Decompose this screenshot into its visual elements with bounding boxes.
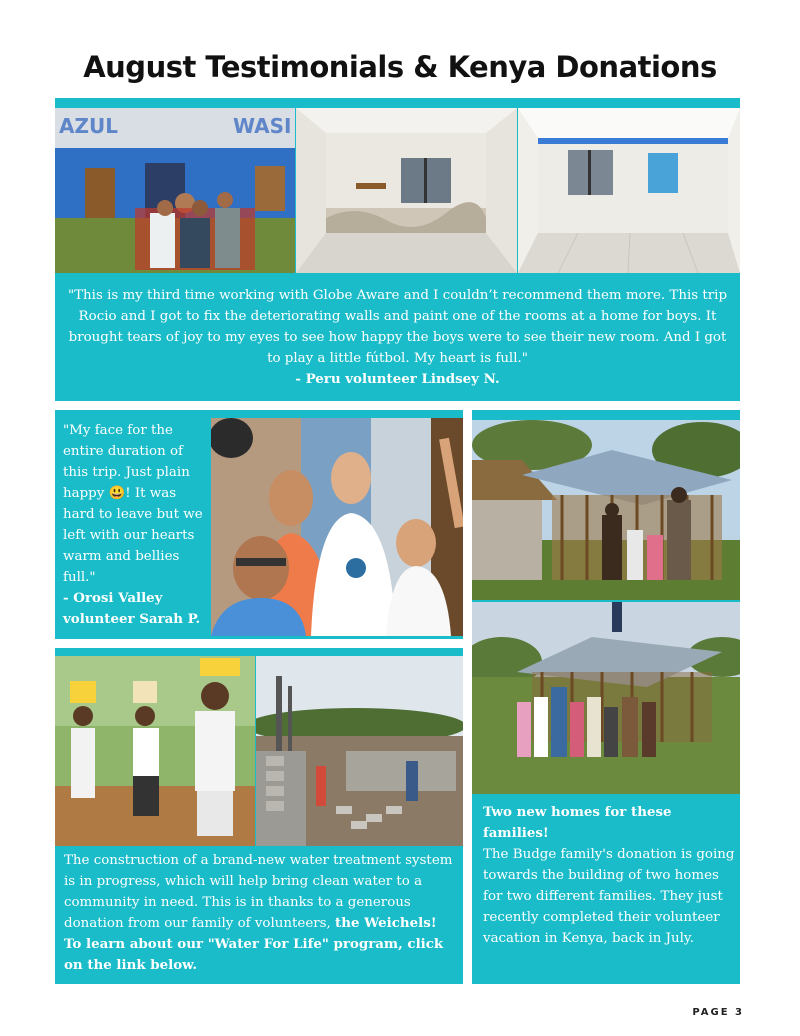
orosi-panel [55, 410, 463, 639]
peru-group-photo [55, 108, 295, 273]
homes-text: Two new homes for these families! The Budge family's donation is going towards the building of two homes for two different families. They just recently completed their volunteer vacation in Kenya, back in July. [483, 804, 735, 946]
azul-sign: AZUL [59, 114, 118, 138]
orosi-attribution: - Orosi Valley volunteer Sarah P. [63, 590, 201, 627]
page-number: PAGE 3 [692, 1007, 744, 1018]
peru-quote: "This is my third time working with Globe Aware and I couldn’t recommend them more. This trip Rocio and I got to fix the deteriorating walls and paint one of the rooms at a home for boys. It brought tears of joy to my eyes to see how happy the boys were to see their new room. And I got to play a little fútbol. My heart is full." - Peru volunteer Lindsey N. [67, 288, 728, 387]
room-after-photo [518, 108, 740, 273]
wasi-sign: WASI [233, 114, 292, 138]
peru-attribution: - Peru volunteer Lindsey N. [295, 371, 500, 387]
orosi-selfie-photo [211, 418, 463, 636]
peru-panel [55, 98, 740, 401]
homes-text-panel [472, 794, 740, 984]
family-house-photo-1 [472, 420, 740, 600]
water-buckets-photo [55, 656, 255, 846]
water-for-life-link[interactable]: the Weichels! To learn about our "Water For Life" program, click on the link below. [64, 915, 444, 973]
water-panel [55, 648, 463, 984]
homes-photos-panel [472, 410, 740, 794]
page-title: August Testimonials & Kenya Donations [83, 50, 717, 84]
orosi-quote: "My face for the entire duration of this trip. Just plain happy 😃! It was hard to leave but we left with our hearts warm and bellies full." - Orosi Valley volunteer Sarah P. [63, 423, 203, 627]
family-house-photo-2 [472, 602, 740, 794]
water-text: The construction of a brand-new water treatment system is in progress, which will help bring clean water to a community in need. This is in thanks to a generous donation from our family of volunteers, the Weichels! To learn about our "Water For Life" program, click on the link below. [64, 853, 453, 973]
homes-heading: Two new homes for these families! [483, 804, 672, 841]
room-before-photo [296, 108, 517, 273]
water-construction-photo [256, 656, 463, 846]
